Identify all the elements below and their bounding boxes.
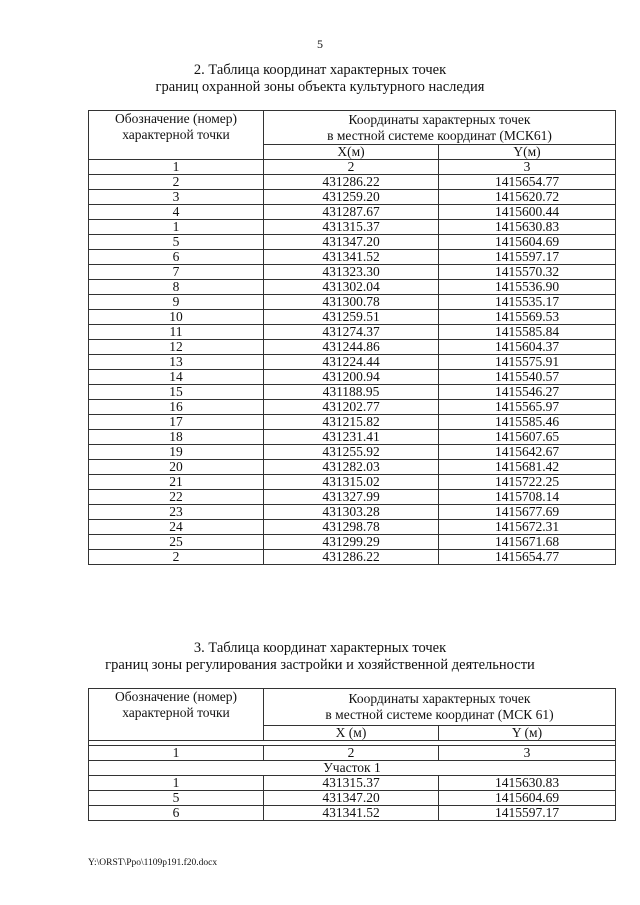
- y-coordinate-cell: 1415604.69: [439, 235, 616, 250]
- point-number-cell: 23: [89, 505, 264, 520]
- x-coordinate-cell: 431347.20: [264, 791, 439, 806]
- y-coordinate-cell: 1415630.83: [439, 220, 616, 235]
- table2-point-header-line1: Обозначение (номер): [115, 111, 237, 126]
- point-number-cell: 4: [89, 205, 264, 220]
- x-coordinate-cell: 431224.44: [264, 355, 439, 370]
- y-coordinate-cell: 1415597.17: [439, 806, 616, 821]
- y-coordinate-cell: 1415540.57: [439, 370, 616, 385]
- file-path-footer: Y:\ORST\Ppo\1109p191.f20.docx: [88, 858, 218, 868]
- y-coordinate-cell: 1415671.68: [439, 535, 616, 550]
- table-row: [89, 220, 616, 235]
- column-number: 1: [89, 160, 264, 175]
- table3-section-row: [89, 761, 616, 776]
- y-coordinate-cell: 1415570.32: [439, 265, 616, 280]
- column-number: 3: [439, 160, 616, 175]
- table-row: [89, 475, 616, 490]
- x-coordinate-cell: 431282.03: [264, 460, 439, 475]
- y-coordinate-cell: 1415535.17: [439, 295, 616, 310]
- x-coordinate-cell: 431315.37: [264, 220, 439, 235]
- table3-title-line2: границ зоны регулирования застройки и хозяйственной деятельности: [105, 657, 535, 673]
- table-row: [89, 235, 616, 250]
- table-row: [89, 806, 616, 821]
- x-coordinate-cell: 431274.37: [264, 325, 439, 340]
- table2-title-line2: границ охранной зоны объекта культурного наследия: [155, 79, 485, 95]
- point-number-cell: 19: [89, 445, 264, 460]
- table2-y-header: Y(м): [439, 145, 616, 160]
- y-coordinate-cell: 1415600.44: [439, 205, 616, 220]
- table-row: [89, 400, 616, 415]
- x-coordinate-cell: 431341.52: [264, 250, 439, 265]
- y-coordinate-cell: 1415654.77: [439, 175, 616, 190]
- y-coordinate-cell: 1415575.91: [439, 355, 616, 370]
- table-row: [89, 385, 616, 400]
- table-row: [89, 505, 616, 520]
- table3-header-row: [89, 689, 616, 726]
- table-row: [89, 535, 616, 550]
- x-coordinate-cell: 431341.52: [264, 806, 439, 821]
- table3-point-header: [89, 689, 264, 741]
- x-coordinate-cell: 431244.86: [264, 340, 439, 355]
- x-coordinate-cell: 431215.82: [264, 415, 439, 430]
- x-coordinate-cell: 431202.77: [264, 400, 439, 415]
- table-row: [89, 430, 616, 445]
- table3-x-header: X (м): [264, 726, 439, 741]
- point-number-cell: 15: [89, 385, 264, 400]
- table3-y-header: Y (м): [439, 726, 616, 741]
- table-row: [89, 791, 616, 806]
- x-coordinate-cell: 431259.20: [264, 190, 439, 205]
- x-coordinate-cell: 431315.02: [264, 475, 439, 490]
- point-number-cell: 14: [89, 370, 264, 385]
- table2-coords-header-line2: в местной системе координат (МСК61): [327, 127, 552, 143]
- point-number-cell: 12: [89, 340, 264, 355]
- table3-coordinates: [88, 688, 616, 821]
- point-number-cell: 16: [89, 400, 264, 415]
- x-coordinate-cell: 431259.51: [264, 310, 439, 325]
- table3-coords-header: [264, 689, 616, 726]
- point-number-cell: 22: [89, 490, 264, 505]
- table2-coords-header: [264, 111, 616, 145]
- table2-column-numbers-row: [89, 160, 616, 175]
- point-number-cell: 5: [89, 235, 264, 250]
- page-number: 5: [317, 37, 323, 51]
- x-coordinate-cell: 431298.78: [264, 520, 439, 535]
- table2-body: [89, 175, 616, 565]
- table-row: [89, 265, 616, 280]
- table3-column-numbers-row: [89, 746, 616, 761]
- y-coordinate-cell: 1415642.67: [439, 445, 616, 460]
- column-number: 1: [89, 746, 264, 761]
- y-coordinate-cell: 1415722.25: [439, 475, 616, 490]
- table-row: [89, 460, 616, 475]
- point-number-cell: 20: [89, 460, 264, 475]
- x-coordinate-cell: 431286.22: [264, 175, 439, 190]
- point-number-cell: 6: [89, 806, 264, 821]
- table3-point-header-line2: характерной точки: [122, 705, 230, 720]
- point-number-cell: 2: [89, 175, 264, 190]
- point-number-cell: 10: [89, 310, 264, 325]
- table3-coords-header-line1: Координаты характерных точек: [348, 691, 531, 706]
- column-number: 3: [439, 746, 616, 761]
- x-coordinate-cell: 431303.28: [264, 505, 439, 520]
- table-row: [89, 370, 616, 385]
- point-number-cell: 8: [89, 280, 264, 295]
- point-number-cell: 11: [89, 325, 264, 340]
- table-row: [89, 205, 616, 220]
- x-coordinate-cell: 431231.41: [264, 430, 439, 445]
- x-coordinate-cell: 431323.30: [264, 265, 439, 280]
- y-coordinate-cell: 1415565.97: [439, 400, 616, 415]
- table-row: [89, 280, 616, 295]
- y-coordinate-cell: 1415708.14: [439, 490, 616, 505]
- y-coordinate-cell: 1415546.27: [439, 385, 616, 400]
- point-number-cell: 9: [89, 295, 264, 310]
- table2-coords-header-line1: Координаты характерных точек: [348, 111, 531, 127]
- y-coordinate-cell: 1415536.90: [439, 280, 616, 295]
- table3-body: [89, 776, 616, 821]
- x-coordinate-cell: 431286.22: [264, 550, 439, 565]
- table-row: [89, 445, 616, 460]
- x-coordinate-cell: 431255.92: [264, 445, 439, 460]
- point-number-cell: 5: [89, 791, 264, 806]
- table2-header-row: [89, 111, 616, 145]
- column-number: 2: [264, 160, 439, 175]
- y-coordinate-cell: 1415681.42: [439, 460, 616, 475]
- point-number-cell: 1: [89, 220, 264, 235]
- y-coordinate-cell: 1415604.37: [439, 340, 616, 355]
- y-coordinate-cell: 1415604.69: [439, 791, 616, 806]
- y-coordinate-cell: 1415630.83: [439, 776, 616, 791]
- point-number-cell: 24: [89, 520, 264, 535]
- column-number: 2: [264, 746, 439, 761]
- x-coordinate-cell: 431315.37: [264, 776, 439, 791]
- x-coordinate-cell: 431299.29: [264, 535, 439, 550]
- point-number-cell: 21: [89, 475, 264, 490]
- y-coordinate-cell: 1415585.84: [439, 325, 616, 340]
- table2-point-header-line2: характерной точки: [122, 127, 230, 142]
- table3-title: [0, 640, 640, 674]
- point-number-cell: 6: [89, 250, 264, 265]
- table2-title-line1: 2. Таблица координат характерных точек: [193, 62, 447, 78]
- table3-title-line1: 3. Таблица координат характерных точек: [193, 640, 447, 656]
- y-coordinate-cell: 1415569.53: [439, 310, 616, 325]
- table-row: [89, 325, 616, 340]
- point-number-cell: 17: [89, 415, 264, 430]
- table-row: [89, 250, 616, 265]
- table-row: [89, 340, 616, 355]
- y-coordinate-cell: 1415597.17: [439, 250, 616, 265]
- y-coordinate-cell: 1415585.46: [439, 415, 616, 430]
- x-coordinate-cell: 431302.04: [264, 280, 439, 295]
- point-number-cell: 2: [89, 550, 264, 565]
- point-number-cell: 25: [89, 535, 264, 550]
- point-number-cell: 13: [89, 355, 264, 370]
- table-row: [89, 520, 616, 535]
- x-coordinate-cell: 431287.67: [264, 205, 439, 220]
- table3-coords-header-line2: в местной системе координат (МСК 61): [325, 707, 554, 722]
- table-row: [89, 415, 616, 430]
- y-coordinate-cell: 1415620.72: [439, 190, 616, 205]
- point-number-cell: 7: [89, 265, 264, 280]
- table-row: [89, 175, 616, 190]
- table-row: [89, 190, 616, 205]
- table2-title: [0, 62, 640, 96]
- section-label: Участок 1: [89, 761, 616, 776]
- table2-point-header: [89, 111, 264, 160]
- y-coordinate-cell: 1415677.69: [439, 505, 616, 520]
- x-coordinate-cell: 431347.20: [264, 235, 439, 250]
- table2-coordinates: [88, 110, 616, 565]
- point-number-cell: 1: [89, 776, 264, 791]
- point-number-cell: 3: [89, 190, 264, 205]
- table-row: [89, 355, 616, 370]
- table-row: [89, 550, 616, 565]
- y-coordinate-cell: 1415607.65: [439, 430, 616, 445]
- table-row: [89, 490, 616, 505]
- y-coordinate-cell: 1415672.31: [439, 520, 616, 535]
- x-coordinate-cell: 431300.78: [264, 295, 439, 310]
- x-coordinate-cell: 431188.95: [264, 385, 439, 400]
- table-row: [89, 295, 616, 310]
- x-coordinate-cell: 431200.94: [264, 370, 439, 385]
- point-number-cell: 18: [89, 430, 264, 445]
- table-row: [89, 776, 616, 791]
- table3-point-header-line1: Обозначение (номер): [115, 689, 237, 704]
- x-coordinate-cell: 431327.99: [264, 490, 439, 505]
- table2-x-header: X(м): [264, 145, 439, 160]
- y-coordinate-cell: 1415654.77: [439, 550, 616, 565]
- table-row: [89, 310, 616, 325]
